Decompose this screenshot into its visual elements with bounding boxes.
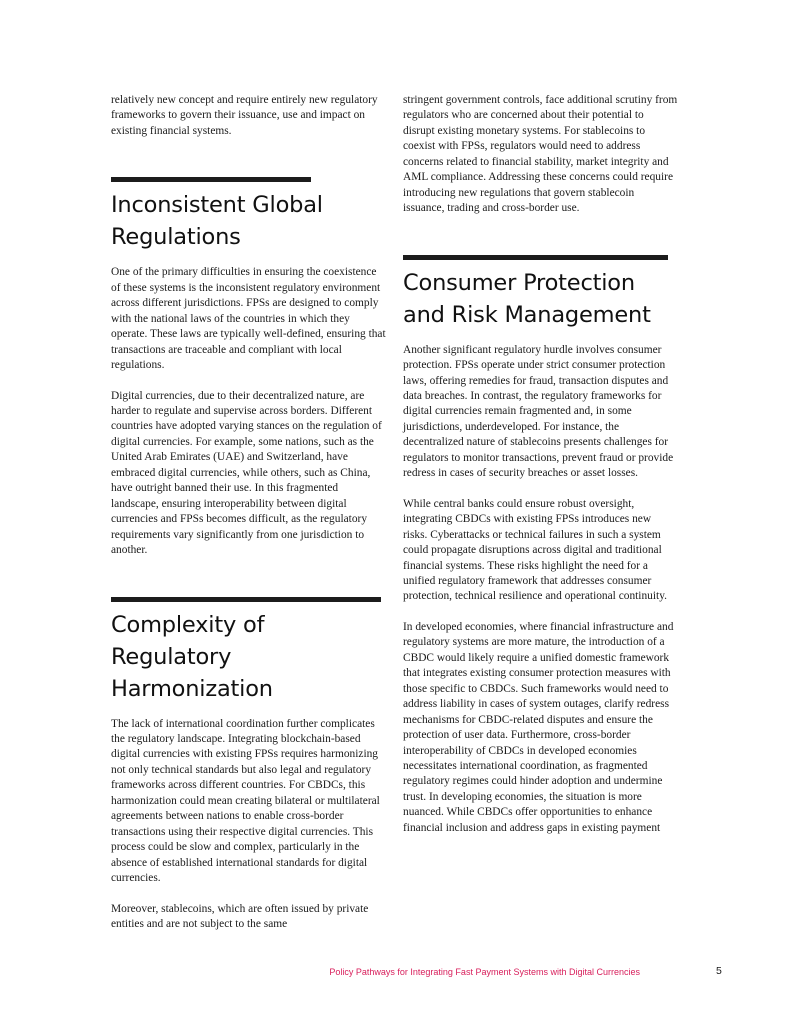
section-heading: Complexity of Regulatory Harmonization (111, 611, 273, 702)
body-paragraph: In developed economies, where financial infrastructure and regulatory systems are more mature, the introduction of a CBDC would likely require a unified domestic framework that integrates existing consumer protection measures with those specific to CBDCs. Such frameworks would need to address liability in cases of system outages, clarify redress mechanisms for CBDC-related disputes and ensure the protection of user data. Furthermore, cross-border interoperability of CBDCs in developed economies necessitates international coordination, as fragmented regulatory regimes could hinder adoption and undermine trust. In developing economies, the situation is more nuanced. While CBDCs offer opportunities to enhance financial inclusion and address gaps in existing payment (403, 620, 674, 834)
section-inconsistent-global-regulations (111, 177, 386, 558)
section-divider (111, 177, 311, 182)
body-paragraph: The lack of international coordination further complicates the regulatory landscape. Integrating blockchain-based digital currencies with existing FPSs requires harmonizing not only technical standards but also legal and regulatory frameworks across different countries. For CBDCs, this harmonization could mean creating bilateral or multilateral agreements between nations to enable cross-border transactions using their respective digital currencies. This process could be slow and complex, particularly in the absence of established international standards for digital currencies. (111, 717, 380, 885)
body-paragraph: While central banks could ensure robust oversight, integrating CBDCs with existing FPSs introduces new risks. Cyberattacks or technical failures in such a system could propagate disruptions across digital and traditional financial systems. These risks highlight the need for a unified regulatory framework that addresses consumer protection, technical resilience and operational continuity. (403, 497, 667, 603)
right-intro-paragraph: stringent government controls, face additional scrutiny from regulators who are concerned about their potential to disrupt existing monetary systems. For stablecoins to coexist with FPSs, regulators would need to address concerns related to financial stability, market integrity and AML compliance. Addressing these concerns could require introducing new regulations that govern stablecoin issuance, trading and cross-border use. (403, 94, 678, 215)
left-intro-paragraph: relatively new concept and require entirely new regulatory frameworks to govern their issuance, use and impact on existing financial systems. (111, 94, 378, 137)
body-paragraph: Moreover, stablecoins, which are often issued by private entities and are not subject to the same (111, 902, 369, 930)
section-divider (403, 255, 668, 260)
body-paragraph: Digital currencies, due to their decentralized nature, are harder to regulate and supervise across borders. Different countries have adopted varying stances on the regulation of digital currencies. For example, some nations, such as the United Arab Emirates (UAE) and Switzerland, have embraced digital currencies, while others, such as China, have outright banned their use. In this fragmented landscape, ensuring interoperability between digital currencies and FPSs becomes difficult, as the regulatory requirements vary significantly from one jurisdiction to another. (111, 389, 382, 557)
left-column (111, 93, 386, 932)
section-complexity-of-regulatory-harmonization (111, 597, 386, 933)
page-number: 5 (716, 965, 722, 977)
body-paragraph: One of the primary difficulties in ensuring the coexistence of these systems is the inconsistent regulatory environment across different jurisdictions. FPSs are designed to comply with the national laws of the countries in which they operate. These laws are typically well-defined, ensuring that transactions are traceable and compliant with local regulations. (111, 266, 386, 372)
section-divider (111, 597, 381, 602)
footer-title: Policy Pathways for Integrating Fast Payment Systems with Digital Currencies (329, 967, 640, 977)
section-heading: Inconsistent Global Regulations (111, 192, 323, 251)
body-paragraph: Another significant regulatory hurdle involves consumer protection. FPSs operate under strict consumer protection laws, offering remedies for fraud, transaction disputes and data breaches. In contrast, the regulatory frameworks for digital currencies remain fragmented and, in some jurisdictions, underdeveloped. For instance, the decentralized nature of stablecoins presents challenges for regulators to monitor transactions, prevent fraud or provide redress in cases of security breaches or asset losses. (403, 343, 674, 480)
right-column (403, 93, 678, 836)
section-consumer-protection-and-risk-management (403, 255, 678, 837)
section-heading: Consumer Protection and Risk Management (403, 269, 651, 328)
